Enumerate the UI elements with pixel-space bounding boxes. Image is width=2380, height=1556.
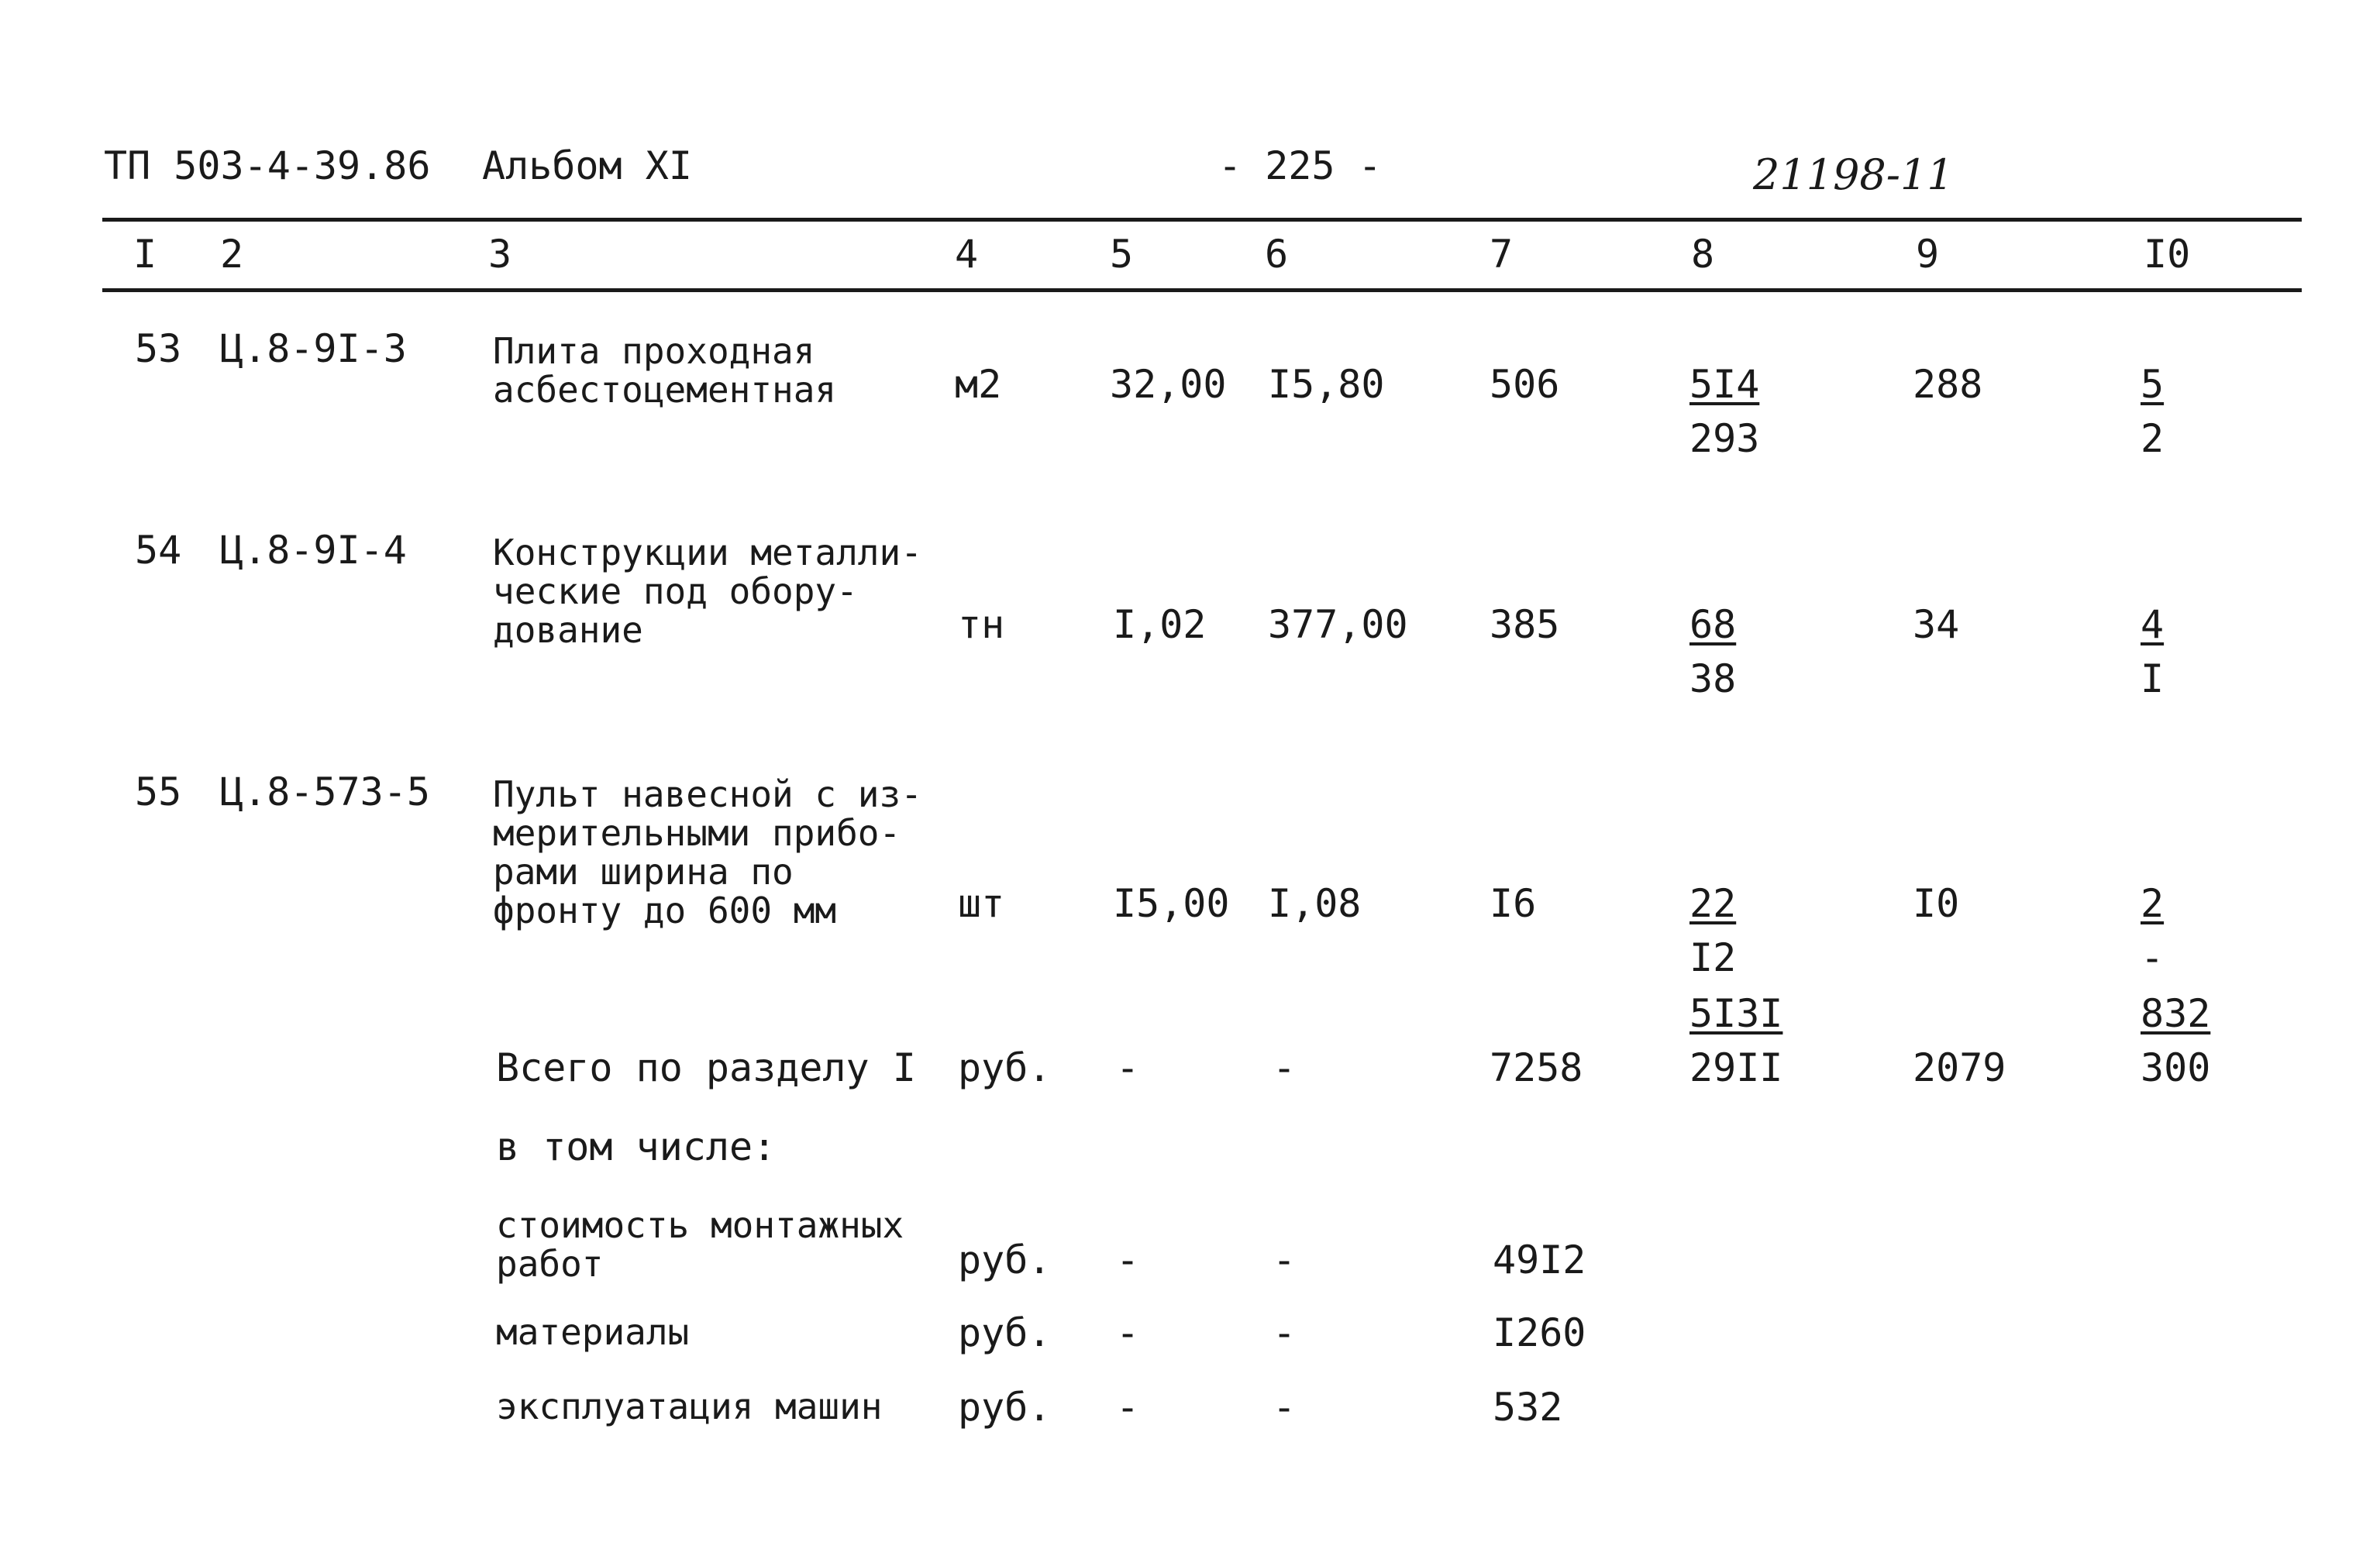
breakdown-total: 532	[1493, 1385, 1563, 1430]
breakdown-qty: -	[1116, 1238, 1140, 1282]
album-label: Альбом XI	[482, 143, 692, 188]
unit-price: I,08	[1268, 881, 1362, 926]
column-header: I	[133, 232, 157, 277]
unit: шт	[958, 881, 1005, 926]
row-number: 53	[135, 326, 182, 371]
column-header: 8	[1691, 232, 1715, 277]
total-cost: 506	[1490, 362, 1560, 407]
breakdown-unit: руб.	[958, 1310, 1052, 1355]
document-code: ТП 503-4-39.86	[104, 143, 431, 188]
col10-top: 2	[2141, 881, 2165, 926]
column-header: 7	[1490, 232, 1514, 277]
quantity: I,02	[1113, 602, 1207, 647]
col10-bottom: I	[2141, 656, 2165, 701]
total-col8-top: 5I3I	[1689, 991, 1783, 1036]
col10-top: 5	[2141, 362, 2165, 407]
total-col10-bottom: 300	[2141, 1045, 2211, 1090]
breakdown-total: 49I2	[1493, 1238, 1586, 1282]
col9-value: 34	[1913, 602, 1960, 647]
unit-price: I5,80	[1268, 362, 1385, 407]
row-number: 54	[135, 528, 182, 573]
item-code: Ц.8-9I-4	[220, 528, 407, 573]
item-code: Ц.8-573-5	[220, 769, 430, 814]
item-description: Конструкции металли- ческие под обору- дование	[493, 532, 922, 651]
total-col9: 2079	[1913, 1045, 2006, 1090]
quantity: 32,00	[1110, 362, 1227, 407]
breakdown-price: -	[1273, 1238, 1297, 1282]
unit-price: 377,00	[1268, 602, 1408, 647]
col8-top: 68	[1689, 602, 1737, 647]
total-price: -	[1273, 1045, 1297, 1090]
col8-top: 5I4	[1689, 362, 1760, 407]
col10-bottom: -	[2141, 935, 2165, 980]
col10-top: 4	[2141, 602, 2165, 647]
total-cost: 385	[1490, 602, 1560, 647]
total-cost: 7258	[1490, 1045, 1583, 1090]
breakdown-qty: -	[1116, 1385, 1140, 1430]
total-qty: -	[1116, 1045, 1140, 1090]
column-header: 6	[1265, 232, 1289, 277]
unit: тн	[958, 602, 1005, 647]
col9-value: 288	[1913, 362, 1983, 407]
column-header: 9	[1916, 232, 1940, 277]
breakdown-description: эксплуатация машин	[496, 1386, 883, 1427]
page-number: - 225 -	[1218, 143, 1382, 188]
col8-bottom: 38	[1689, 656, 1737, 701]
breakdown-qty: -	[1116, 1310, 1140, 1355]
breakdown-price: -	[1273, 1310, 1297, 1355]
column-header-rule	[102, 288, 2302, 292]
unit: м2	[955, 362, 1002, 407]
col10-bottom: 2	[2141, 416, 2165, 461]
total-cost: I6	[1490, 881, 1537, 926]
col8-bottom: 293	[1689, 416, 1760, 461]
breakdown-description: материалы	[496, 1311, 690, 1353]
col9-value: I0	[1913, 881, 1960, 926]
column-header: 2	[220, 232, 244, 277]
column-header: 5	[1110, 232, 1134, 277]
breakdown-total: I260	[1493, 1310, 1586, 1355]
quantity: I5,00	[1113, 881, 1230, 926]
breakdown-unit: руб.	[958, 1238, 1052, 1282]
top-rule	[102, 218, 2302, 222]
item-code: Ц.8-9I-3	[220, 326, 407, 371]
handwritten-number: 21198-11	[1753, 150, 1954, 199]
section-total-label: Всего по разделу I	[496, 1045, 916, 1090]
breakdown-description: стоимость монтажных работ	[496, 1204, 904, 1285]
total-col10-top: 832	[2141, 991, 2211, 1036]
total-unit: руб.	[958, 1045, 1052, 1090]
breakdown-unit: руб.	[958, 1385, 1052, 1430]
col8-bottom: I2	[1689, 935, 1737, 980]
breakdown-price: -	[1273, 1385, 1297, 1430]
col8-top: 22	[1689, 881, 1737, 926]
column-header: I0	[2144, 232, 2191, 277]
row-number: 55	[135, 769, 182, 814]
column-header: 4	[955, 232, 979, 277]
item-description: Плита проходная асбестоцементная	[493, 330, 837, 411]
item-description: Пульт навесной с из- мерительными прибо- рами ширина по фронту до 600 мм	[493, 773, 922, 931]
column-header: 3	[488, 232, 512, 277]
including-label: в том числе:	[496, 1124, 777, 1169]
total-col8-bottom: 29II	[1689, 1045, 1783, 1090]
